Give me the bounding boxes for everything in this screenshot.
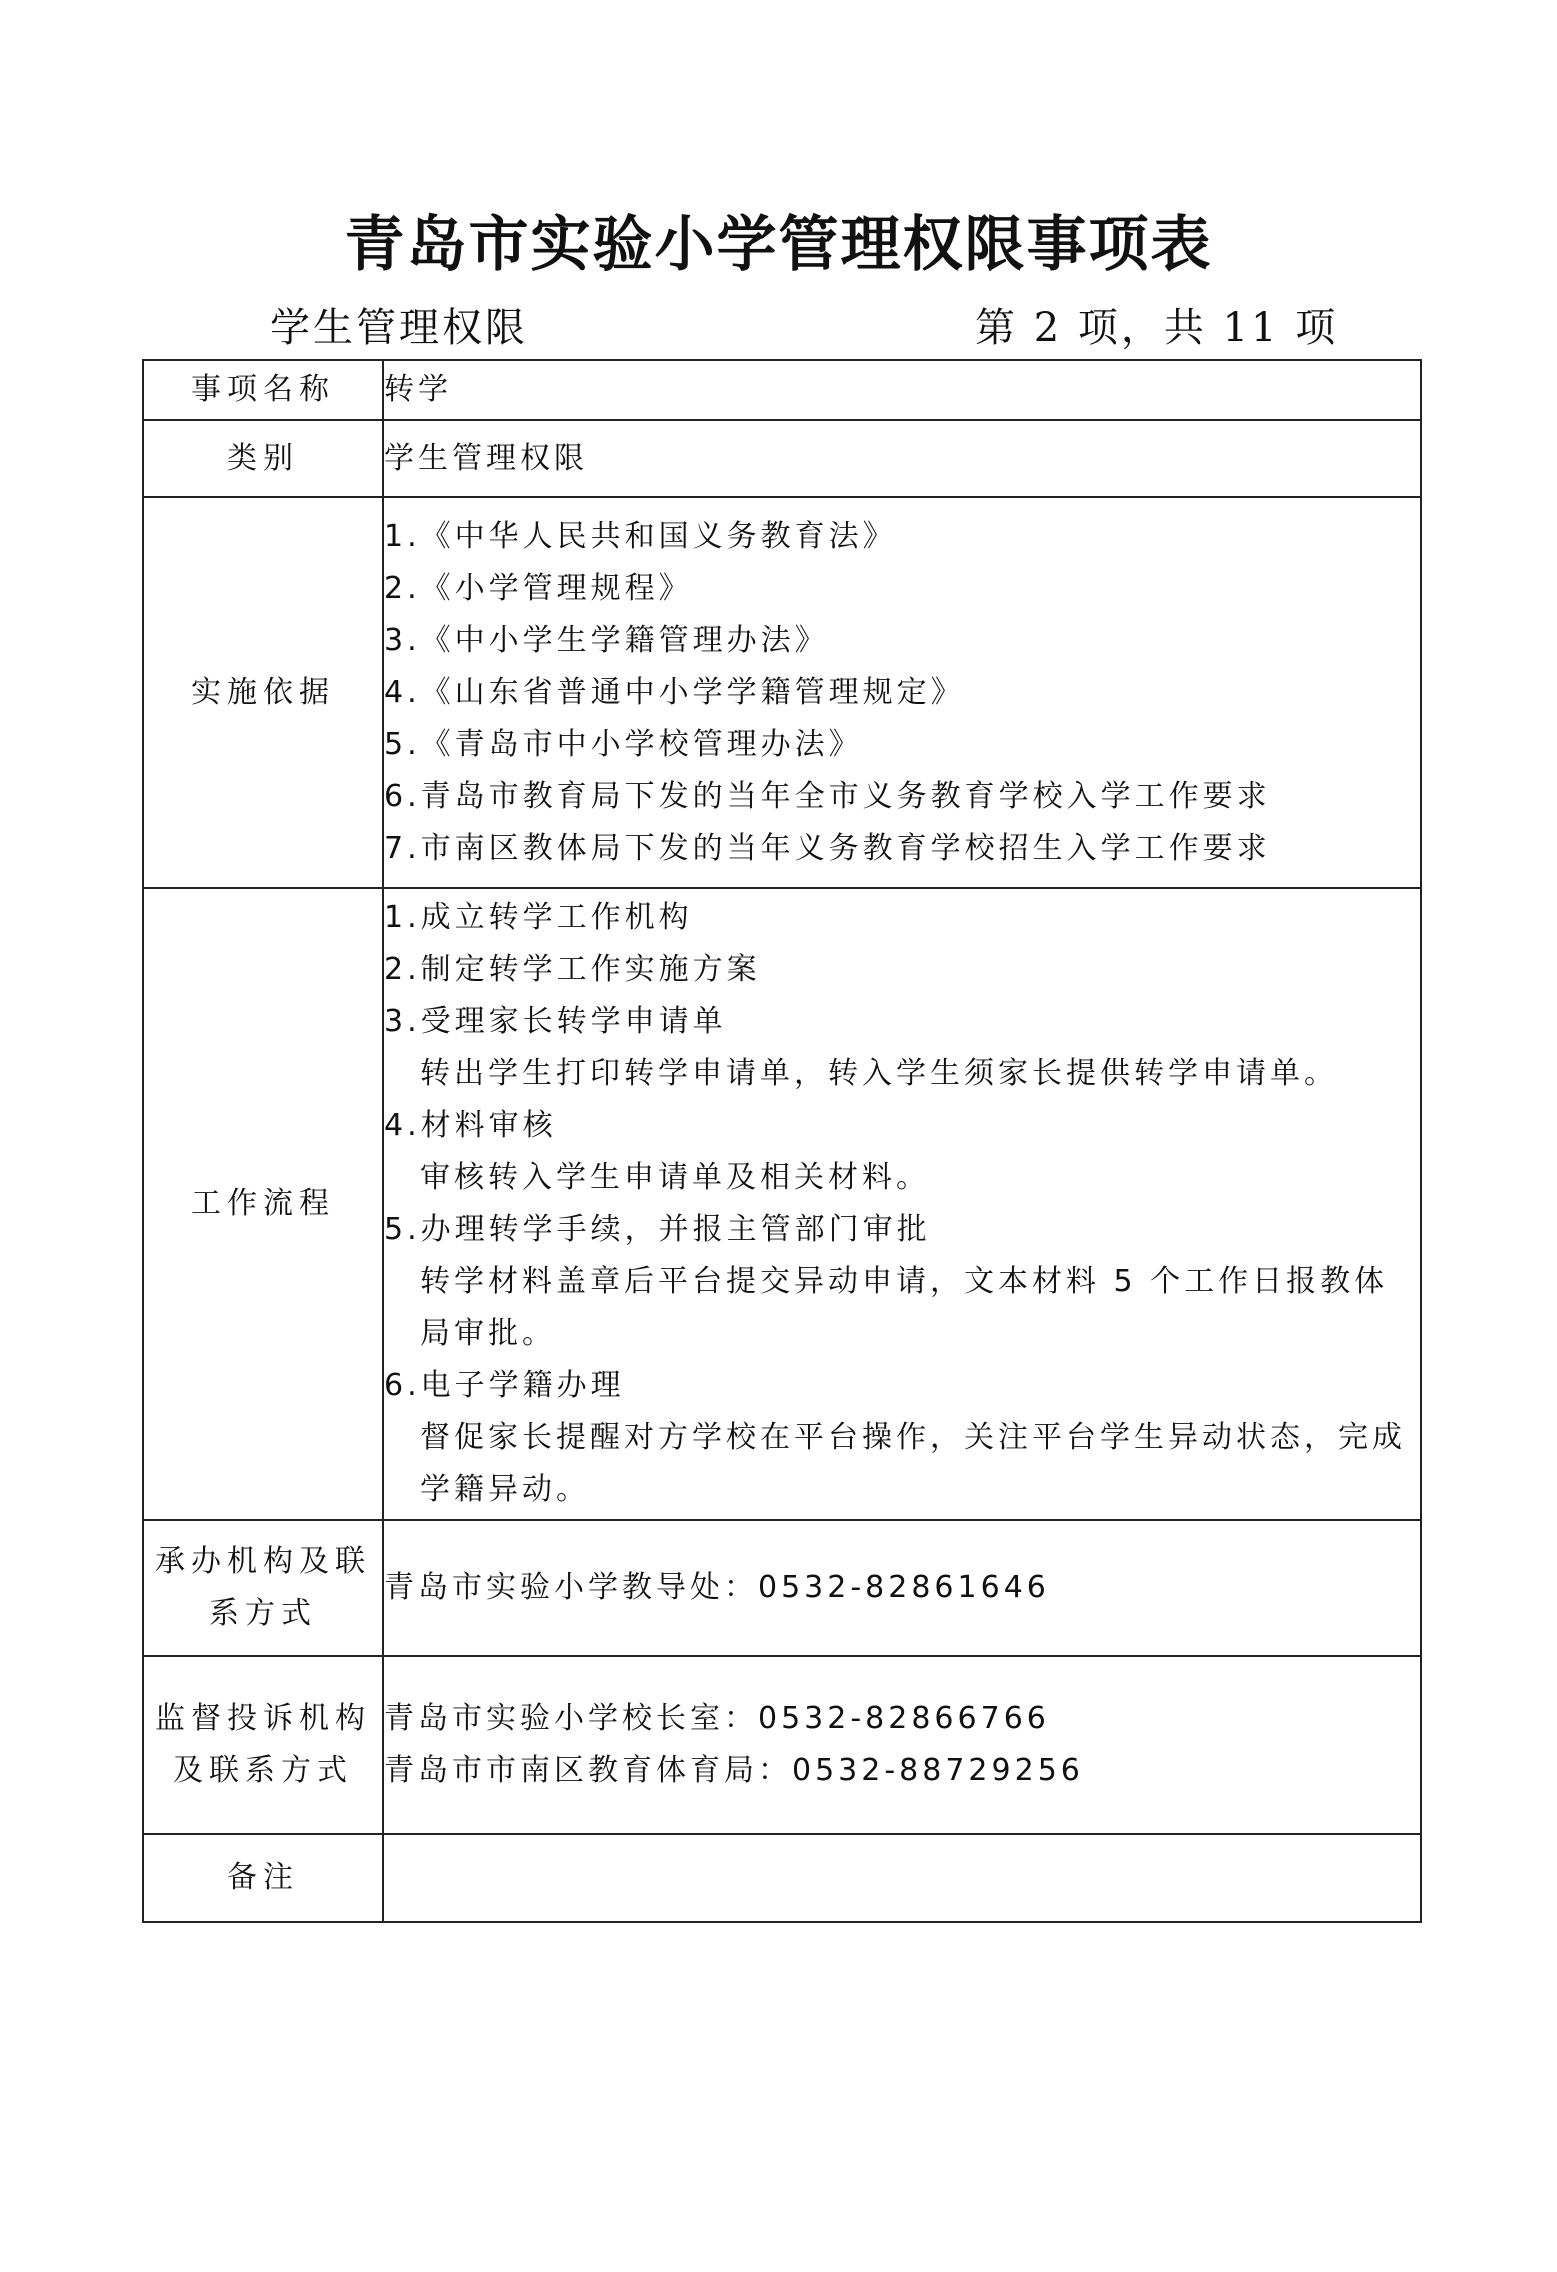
process-step: 2.制定转学工作实施方案 [384,952,761,987]
item-index: 第 2 项，共 11 项 [975,305,1339,351]
basis-item: 4.《山东省普通中小学学籍管理规定》 [384,674,965,710]
table-row-office [143,1520,1421,1656]
row-value-name: 转学 [383,360,1421,420]
table-row-process [143,888,1421,1520]
category-heading: 学生管理权限 [270,305,528,351]
process-step-detail: 转学材料盖章后平台提交异动申请，文本材料 5 个工作日报教体局审批。 [420,1264,1389,1351]
table-row-type [143,420,1421,497]
process-step-detail: 转出学生打印转学申请单，转入学生须家长提供转学申请单。 [420,1056,1338,1091]
basis-item: 3.《中小学生学籍管理办法》 [384,622,829,658]
table-row-basis [143,497,1421,888]
row-value-remarks [383,1834,1421,1922]
table-row-supervision [143,1656,1421,1834]
supervision-contact: 青岛市市南区教育体育局：0532-88729256 [384,1753,1084,1788]
basis-item: 1.《中华人民共和国义务教育法》 [384,518,897,554]
row-value-process [383,888,1421,1520]
office-label-line: 承办机构及联 [155,1544,371,1579]
row-label-process: 工作流程 [143,888,383,1520]
row-value-basis [383,497,1421,888]
process-step: 6.电子学籍办理 [384,1368,625,1403]
matters-table [142,359,1422,1923]
basis-item: 7.市南区教体局下发的当年义务教育学校招生入学工作要求 [384,830,1271,866]
row-label-remarks: 备注 [143,1834,383,1922]
row-label-name: 事项名称 [143,360,383,420]
row-value-office: 青岛市实验小学教导处：0532-82861646 [383,1520,1421,1656]
basis-item: 6.青岛市教育局下发的当年全市义务教育学校入学工作要求 [384,778,1271,814]
page-title: 青岛市实验小学管理权限事项表 [344,210,1213,280]
basis-item: 2.《小学管理规程》 [384,570,693,606]
process-step-detail: 督促家长提醒对方学校在平台操作，关注平台学生异动状态，完成学籍异动。 [420,1420,1406,1507]
supervision-label-line: 及联系方式 [173,1753,353,1788]
row-label-type: 类别 [143,420,383,497]
row-label-office [143,1520,383,1656]
table-row-name [143,360,1421,420]
office-label-line: 系方式 [209,1596,317,1631]
basis-item: 5.《青岛市中小学校管理办法》 [384,726,863,762]
table-row-remarks [143,1834,1421,1922]
supervision-contact: 青岛市实验小学校长室：0532-82866766 [384,1701,1050,1736]
process-step: 3.受理家长转学申请单 [384,1004,727,1039]
process-step: 4.材料审核 [384,1108,557,1143]
row-label-basis: 实施依据 [143,497,383,888]
row-value-supervision [383,1656,1421,1834]
process-step-detail: 审核转入学生申请单及相关材料。 [420,1160,930,1195]
process-step: 1.成立转学工作机构 [384,900,693,935]
process-step: 5.办理转学手续，并报主管部门审批 [384,1212,931,1247]
supervision-label-line: 监督投诉机构 [155,1701,371,1736]
row-label-supervision [143,1656,383,1834]
row-value-type: 学生管理权限 [383,420,1421,497]
